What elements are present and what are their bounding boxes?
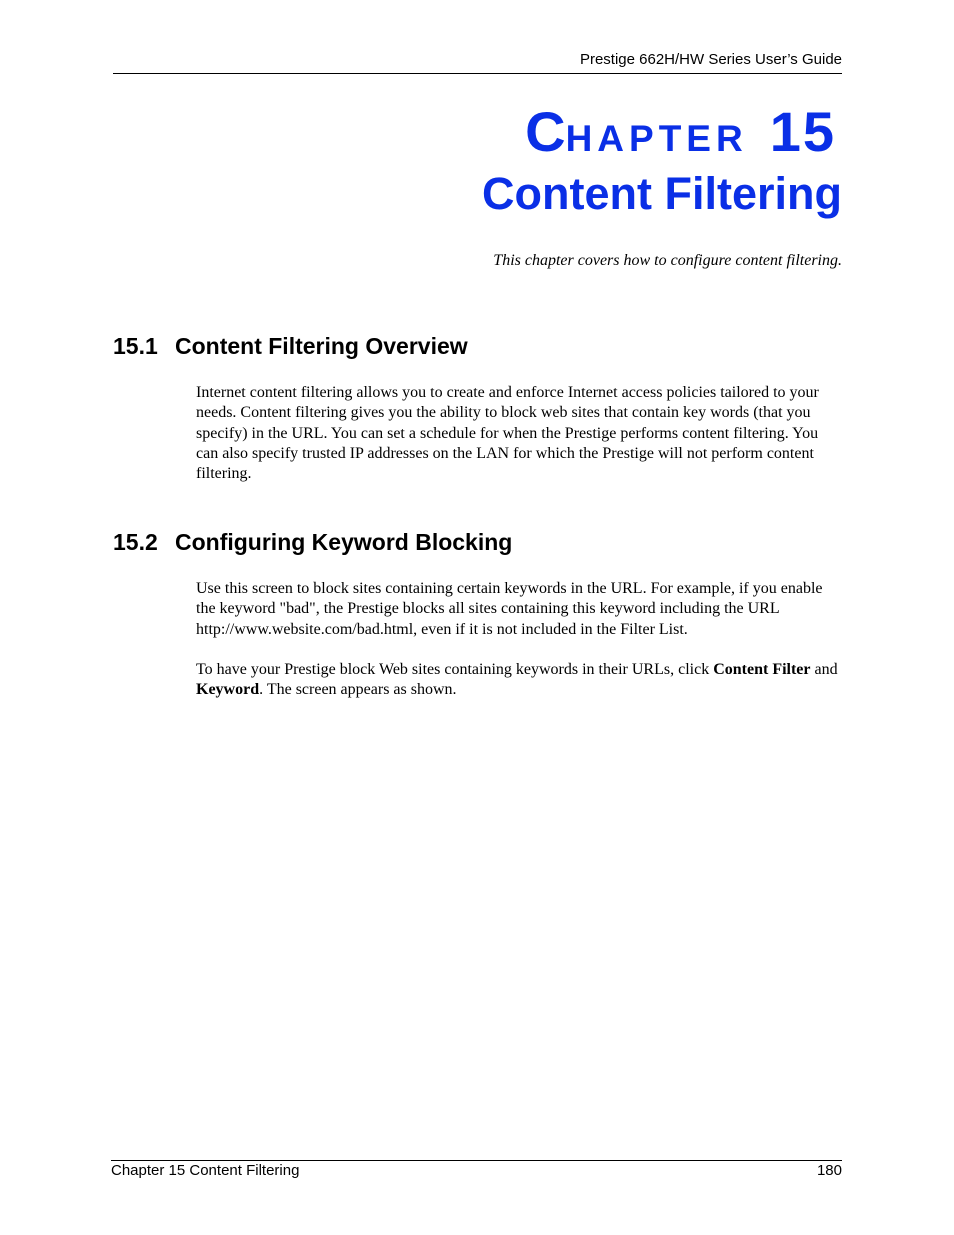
section-number: 15.1	[113, 333, 158, 359]
section-heading-overview	[113, 332, 468, 360]
menu-name-keyword: Keyword	[196, 681, 260, 699]
page-number: 180	[816, 1162, 842, 1179]
instructions-text: and	[810, 661, 838, 678]
running-header: Prestige 662H/HW Series User’s Guide	[579, 51, 842, 68]
chapter-intro: This chapter covers how to configure content filtering.	[493, 252, 842, 269]
footer-divider	[111, 1160, 842, 1161]
chapter-label-rest: HAPTER	[565, 118, 748, 159]
header-divider	[113, 73, 842, 74]
section-title: Configuring Keyword Blocking	[175, 529, 513, 555]
instructions-paragraph	[196, 660, 842, 701]
section-title: Content Filtering Overview	[175, 333, 468, 359]
chapter-title: Content Filtering	[482, 168, 842, 219]
chapter-number: 15	[769, 100, 836, 163]
footer-chapter-title: Chapter 15 Content Filtering	[111, 1162, 300, 1179]
overview-paragraph: Internet content filtering allows you to create and enforce Internet access policies tailored to your needs. Content filtering gives you the ability to block web sites that contain key words (that you specify) in the URL. You can set a schedule for when the Prestige performs content filtering. You can also specify trusted IP addresses on the LAN for which the Prestige will not perform content filtering.	[196, 384, 819, 483]
keyword-blocking-paragraph: Use this screen to block sites containing certain keywords in the URL. For example, if you enable the keyword "bad", the Prestige blocks all sites containing this keyword including the URL http://www.website.com/bad.html, even if it is not included in the Filter List.	[196, 580, 823, 638]
instructions-text: . The screen appears as shown.	[259, 681, 457, 699]
chapter-label-initial: C	[525, 100, 566, 163]
section-number: 15.2	[113, 529, 158, 555]
menu-name-content-filter: Content Filter	[713, 661, 811, 678]
instructions-text: To have your Prestige block Web sites containing keywords in their URLs, click	[196, 661, 714, 678]
section-heading-keyword-blocking	[113, 528, 512, 556]
